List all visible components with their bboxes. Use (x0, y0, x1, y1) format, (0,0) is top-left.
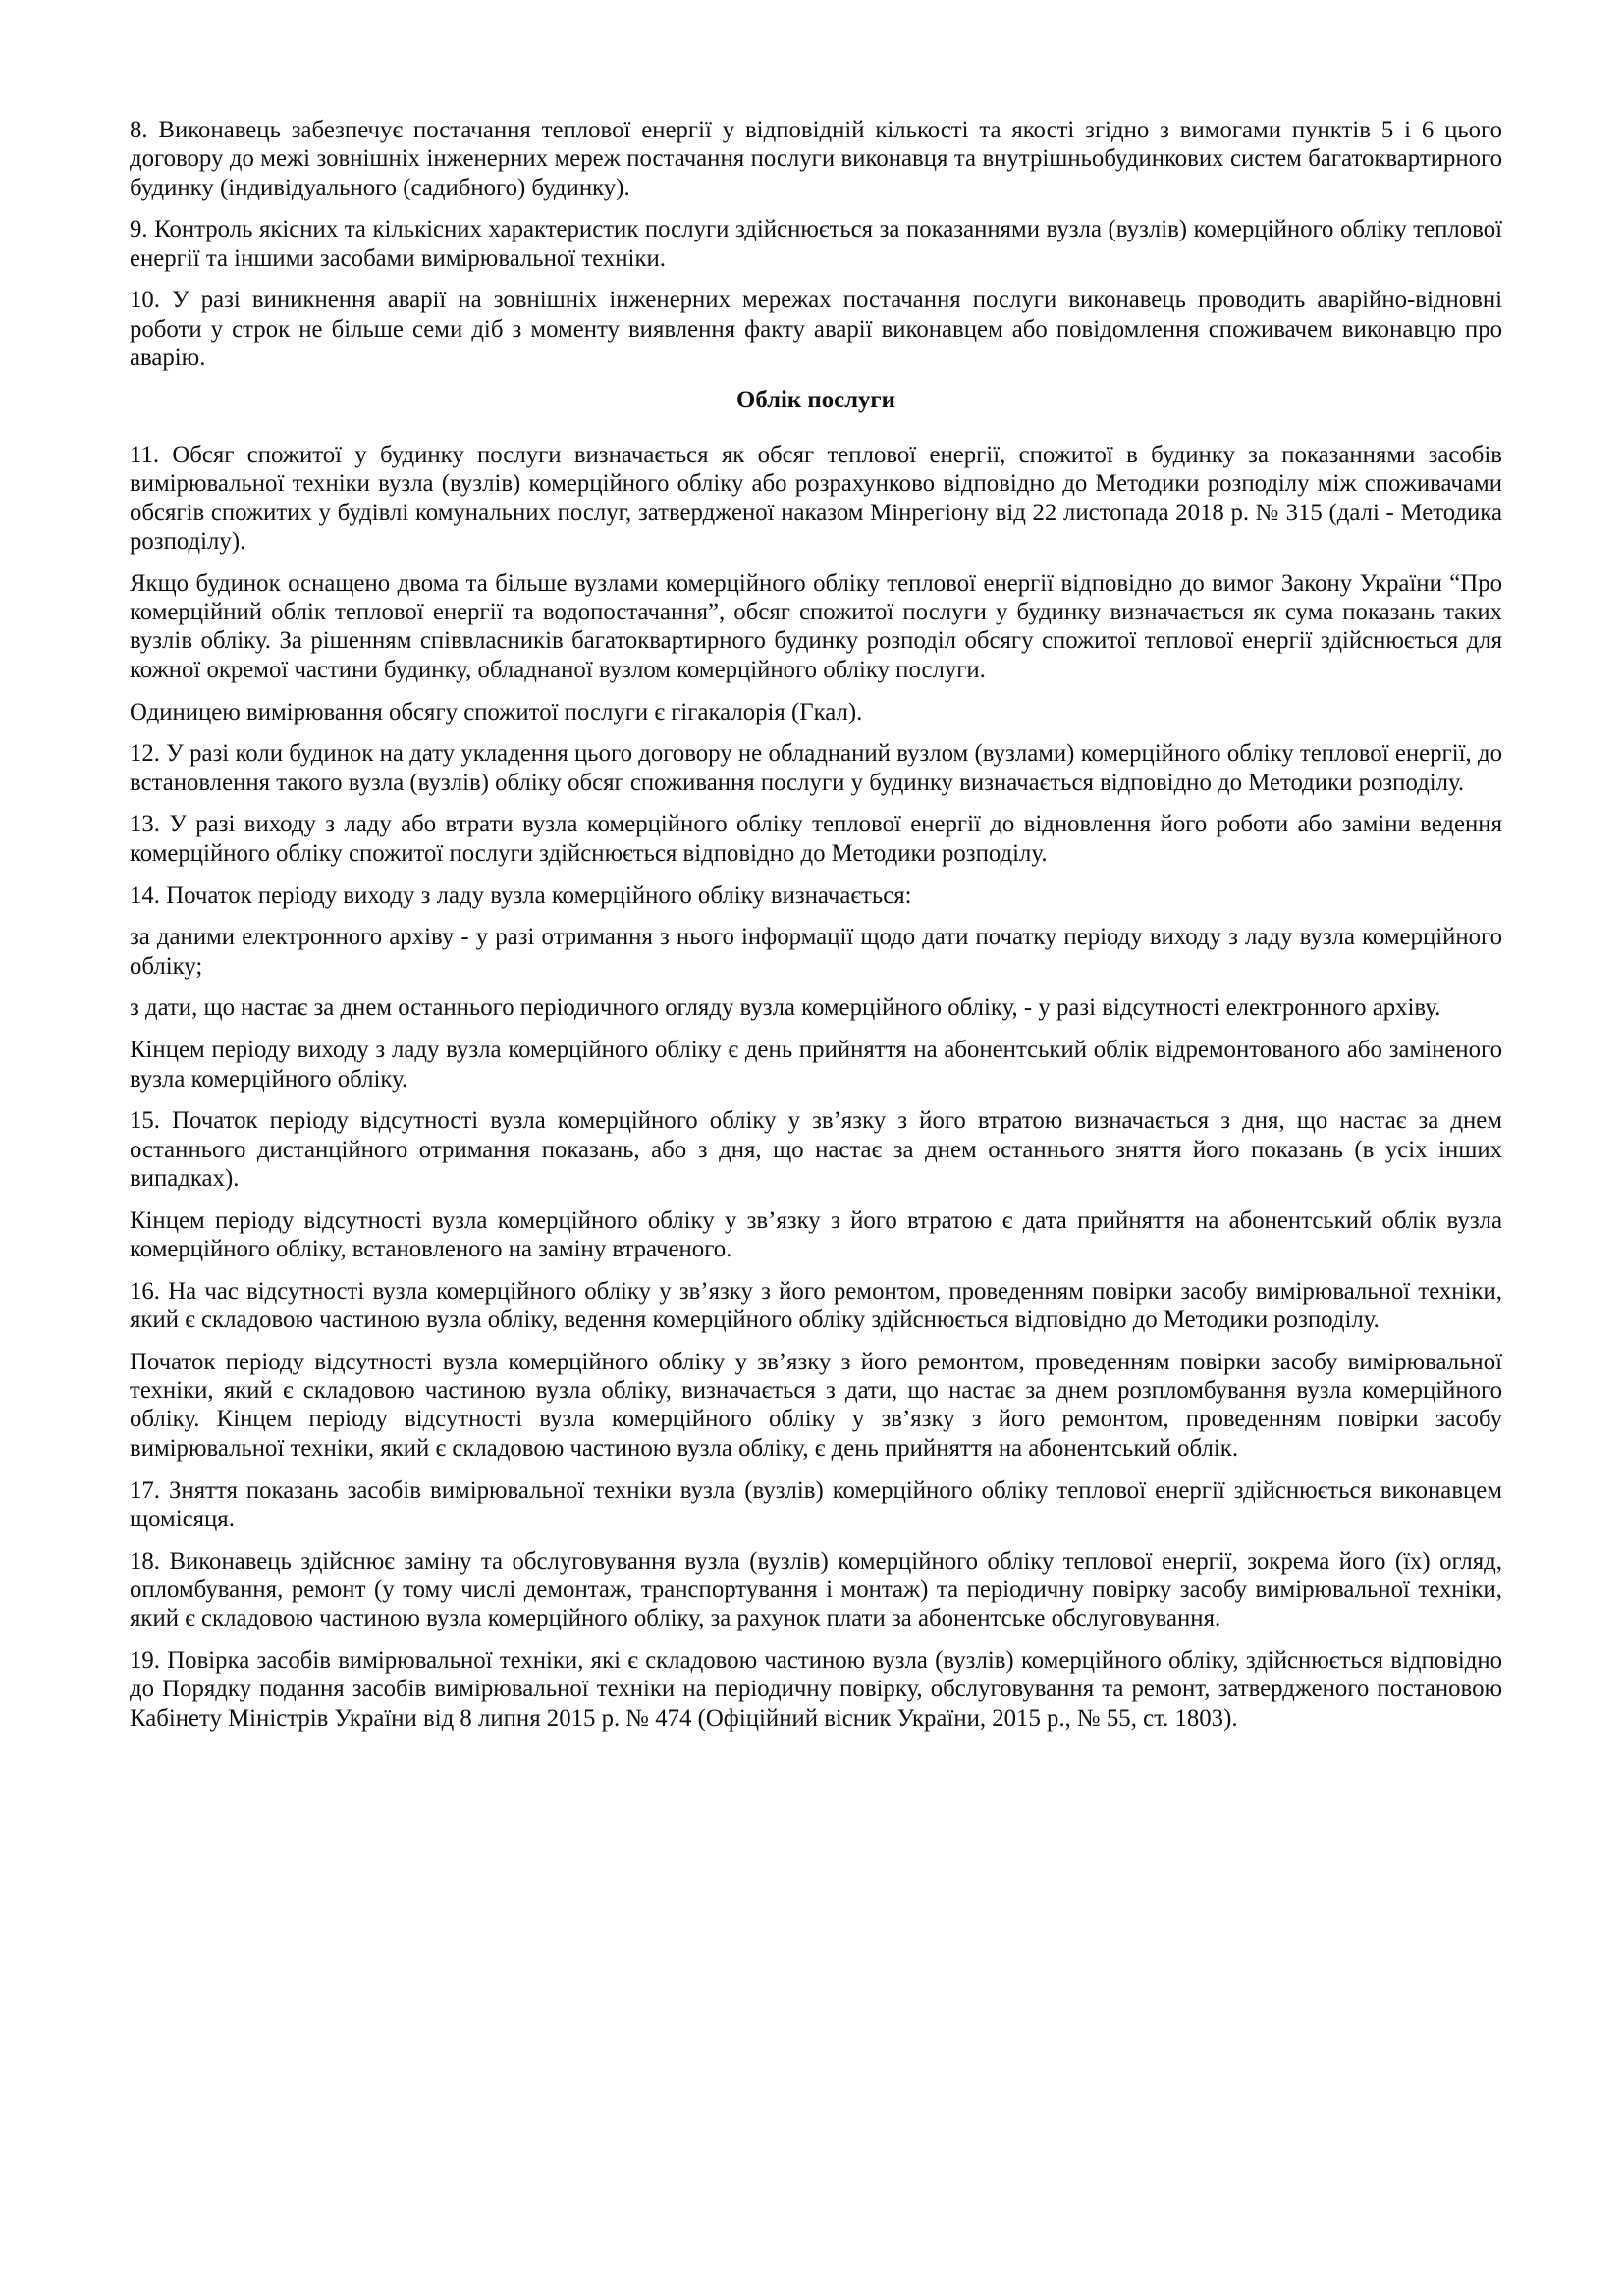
paragraph-11-unit: Одиницею вимірювання обсягу спожитої послуги є гігакалорія (Гкал). (130, 698, 863, 725)
paragraph-14: 14. Початок періоду виходу з ладу вузла комерційного обліку визначається: (130, 881, 912, 909)
section-heading: Облік послуги (736, 386, 895, 413)
paragraph-17: 17. Зняття показань засобів вимірювальної техніки вузла (вузлів) комерційного обліку теплової енергії здійснюється виконавцем щомісяця. (130, 1476, 1502, 1532)
document-page (130, 116, 1502, 1745)
paragraph-15-end: Кінцем періоду відсутності вузла комерційного обліку у зв’язку з його втратою є дата прийняття на абонентський облік вузла комерційного обліку, встановленого на заміну втраченого. (130, 1206, 1502, 1262)
paragraph-13: 13. У разі виходу з ладу або втрати вузла комерційного обліку теплової енергії до відновлення його роботи або заміни ведення комерційного обліку спожитої послуги здійснюється відповідно до Методики розподілу. (130, 811, 1502, 867)
paragraph-11-multiple-meters: Якщо будинок оснащено двома та більше вузлами комерційного обліку теплової енергії відповідно до вимог Закону України “Про комерційний облік теплової енергії та водопостачання”, обсяг спожитої послуги у будинку визначається як сума показань таких вузлів обліку. За рішенням співвласників багатоквартирного будинку розподіл обсягу спожитої теплової енергії здійснюється для кожної окремої частини будинку, обладнаної вузлом комерційного обліку послуги. (130, 569, 1502, 683)
paragraph-14-no-archive: з дати, що настає за днем останнього періодичного огляду вузла комерційного обліку, - у разі відсутності електронного архіву. (130, 994, 1441, 1022)
paragraph-18: 18. Виконавець здійснює заміну та обслуговування вузла (вузлів) комерційного обліку теплової енергії, зокрема його (їх) огляд, опломбування, ремонт (у тому числі демонтаж, транспортування і монтаж) та періодичну повірку засобу вимірювальної техніки, який є складовою частиною вузла комерційного обліку, за рахунок плати за абонентське обслуговування. (130, 1547, 1502, 1632)
paragraph-14-archive: за даними електронного архіву - у разі отримання з нього інформації щодо дати початку періоду виходу з ладу вузла комерційного обліку; (130, 924, 1502, 980)
paragraph-11: 11. Обсяг спожитої у будинку послуги визначається як обсяг теплової енергії, спожитої в будинку за показаннями засобів вимірювальної техніки вузла (вузлів) комерційного обліку або розрахунково відповідно до Методики розподілу між споживачами обсягів спожитих у будівлі комунальних послуг, затвердженої наказом Мінрегіону від 22 листопада 2018 р. № 315 (далі - Методика розподілу). (130, 442, 1502, 556)
paragraph-19: 19. Повірка засобів вимірювальної техніки, які є складовою частиною вузла (вузлів) комерційного обліку, здійснюється відповідно до Порядку подання засобів вимірювальної техніки на періодичну повірку, обслуговування та ремонт, затвердженого постановою Кабінету Міністрів України від 8 липня 2015 р. № 474 (Офіційний вісник України, 2015 р., № 55, ст. 1803). (130, 1647, 1502, 1732)
paragraph-12: 12. У разі коли будинок на дату укладення цього договору не обладнаний вузлом (вузлами) комерційного обліку теплової енергії, до встановлення такого вузла (вузлів) обліку обсяг споживання послуги у будинку визначається відповідно до Методики розподілу. (130, 740, 1502, 796)
paragraph-16-period: Початок періоду відсутності вузла комерційного обліку у зв’язку з його ремонтом, проведенням повірки засобу вимірювальної техніки, який є складовою частиною вузла обліку, визначається з дати, що настає за днем розпломбування вузла комерційного обліку. Кінцем періоду відсутності вузла комерційного обліку у зв’язку з його ремонтом, проведенням повірки засобу вимірювальної техніки, який є складовою частиною вузла обліку, є день прийняття на абонентський облік. (130, 1348, 1502, 1462)
paragraph-10: 10. У разі виникнення аварії на зовнішніх інженерних мережах постачання послуги виконавець проводить аварійно-відновні роботи у строк не більше семи діб з моменту виявлення факту аварії виконавцем або повідомлення споживачем виконавцю про аварію. (130, 287, 1502, 372)
paragraph-14-end: Кінцем періоду виходу з ладу вузла комерційного обліку є день прийняття на абонентський облік відремонтованого або заміненого вузла комерційного обліку. (130, 1037, 1502, 1093)
paragraph-16: 16. На час відсутності вузла комерційного обліку у зв’язку з його ремонтом, проведенням повірки засобу вимірювальної техніки, який є складовою частиною вузла обліку, ведення комерційного обліку здійснюється відповідно до Методики розподілу. (130, 1277, 1502, 1334)
paragraph-15: 15. Початок періоду відсутності вузла комерційного обліку у зв’язку з його втратою визначається з дня, що настає за днем останнього дистанційного отримання показань, або з дня, що настає за днем останнього зняття його показань (в усіх інших випадках). (130, 1107, 1502, 1192)
paragraph-8: 8. Виконавець забезпечує постачання теплової енергії у відповідній кількості та якості згідно з вимогами пунктів 5 і 6 цього договору до межі зовнішніх інженерних мереж постачання послуги виконавця та внутрішньобудинкових систем багатоквартирного будинку (індивідуального (садибного) будинку). (130, 117, 1502, 201)
paragraph-9: 9. Контроль якісних та кількісних характеристик послуги здійснюється за показаннями вузла (вузлів) комерційного обліку теплової енергії та іншими засобами вимірювальної техніки. (130, 216, 1502, 272)
